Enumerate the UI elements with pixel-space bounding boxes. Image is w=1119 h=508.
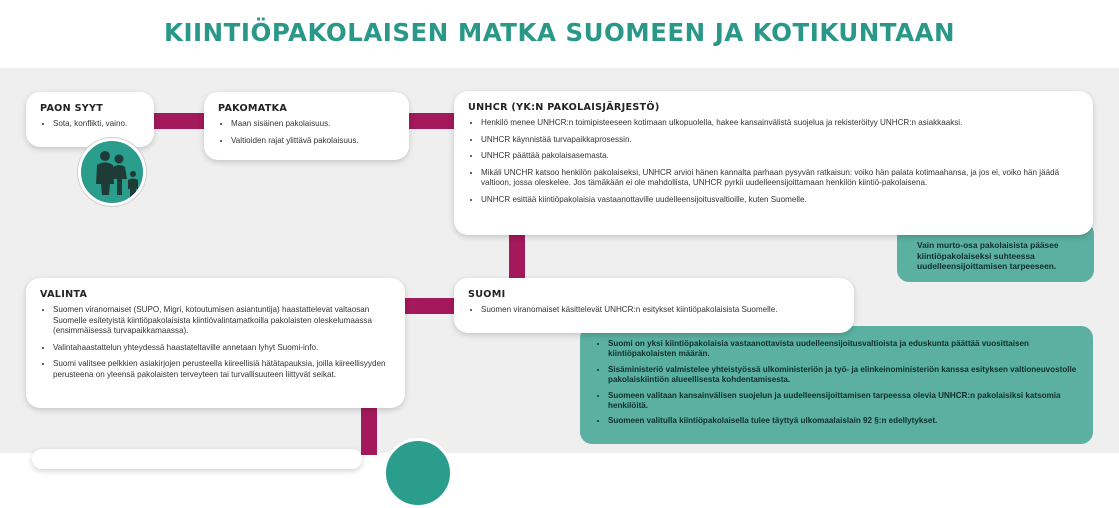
card-item: • UNHCR käynnistää turvapaikkaprosessin. — [481, 135, 1079, 146]
suomi-fact: • Suomeen valitaan kansainvälisen suojelun ja uudelleensijoittamisen tarpeessa olevia UNHCR:n pakolaisiksi katsomia henkilöitä. — [608, 391, 1079, 412]
card-paon-syyt — [26, 92, 154, 147]
card-valinta — [26, 278, 405, 408]
card-next-partial — [32, 449, 362, 469]
page-title: KIINTIÖPAKOLAISEN MATKA SUOMEEN JA KOTIKUNTAAN — [163, 18, 956, 47]
card-suomi — [454, 278, 854, 333]
card-heading: VALINTA — [40, 289, 88, 300]
card-heading: PAON SYYT — [40, 103, 104, 114]
card-unhcr — [454, 91, 1093, 235]
family-icon-graphic — [81, 141, 143, 203]
card-item: • Suomi valitsee pelkkien asiakirjojen perusteella kiireellisiä hätätapauksia, joilla kiireellisyyden perusteena on yleensä pakolaisten terveyteen tai turvallisuuteen liittyvät seikat. — [53, 359, 391, 380]
connector-pakomatka-unhcr — [404, 113, 454, 129]
card-heading: SUOMI — [468, 289, 506, 300]
connector-valinta-down — [361, 407, 377, 455]
card-item: • Valintahaastattelun yhteydessä haastateltaville annetaan lyhyt Suomi-info. — [53, 343, 391, 354]
card-item: • UNHCR päättää pakolaisasemasta. — [481, 151, 1079, 162]
card-item: • Henkilö menee UNHCR:n toimipisteeseen kotimaan ulkopuolella, hakee kansainvälistä suojelua ja rekisteröityy UNHCR:n asiakkaaksi. — [481, 118, 1079, 129]
unhcr-note-text: Vain murto-osa pakolaisista pääsee kiintiöpakolaiseksi suhteessa uudelleensijoittamisen tarpeeseen. — [917, 240, 1059, 272]
card-pakomatka — [204, 92, 409, 160]
card-item: • Sota, konflikti, vaino. — [53, 119, 140, 130]
circle-icon — [383, 438, 453, 508]
card-heading: PAKOMATKA — [218, 103, 288, 114]
connector-paon-pakomatka — [150, 113, 212, 129]
suomi-fact: • Suomi on yksi kiintiöpakolaisia vastaanottavista uudelleensijoitusvaltioista ja eduskunta päättää vuosittaisen kiintiöpakolaisten määrän. — [608, 339, 1079, 360]
suomi-fact: • Sisäministeriö valmistelee yhteistyössä ulkoministeriön ja työ- ja elinkeinoministeriön kanssa esityksen valtioneuvostolle pakolaiskiintiön alueellisesta kohdentamisesta. — [608, 365, 1079, 386]
card-item: • Suomen viranomaiset (SUPO, Migri, kotoutumisen asiantuntija) haastattelevat valtaosan Suomelle esitetyistä kiintiöpakolaisista kiintiövalintamatkoilla pakolaisten oleskelumaassa (ensimmäisessä turvapaikkamaassa). — [53, 305, 391, 337]
suomi-facts-list — [594, 339, 1079, 427]
card-item: • Maan sisäinen pakolaisuus. — [231, 119, 395, 130]
suomi-fact: • Suomeen valitulla kiintiöpakolaisella tulee täyttyä ulkomaalaislain 92 §:n edellytykset. — [608, 416, 1079, 426]
card-item: • UNHCR esittää kiintiöpakolaisia vastaanottaville uudelleensijoitusvaltioille, kuten Suomelle. — [481, 195, 1079, 206]
connector-suomi-valinta — [400, 298, 456, 314]
connector-unhcr-suomi — [509, 234, 525, 278]
suomi-facts-box — [580, 326, 1093, 444]
family-icon — [78, 138, 146, 206]
card-heading: UNHCR (YK:N PAKOLAISJÄRJESTÖ) — [468, 102, 660, 113]
card-item: • Suomen viranomaiset käsittelevät UNHCR:n esitykset kiintiöpakolaisista Suomelle. — [481, 305, 840, 316]
card-item: • Valtioiden rajat ylittävä pakolaisuus. — [231, 136, 395, 147]
card-item: • Mikäli UNCHR katsoo henkilön pakolaiseksi, UNHCR arvioi hänen kannalta parhaan pysyvän ratkaisun: voiko hän palata kotimaahansa, ja jos ei, voiko hän jäädä valtioon, jossa oleskelee. Jos tämäkään ei ole mahdollista, UNHCR pyrkii uudelleensijoittamaan henkilön kiintiö-pakolaisena. — [481, 168, 1079, 189]
